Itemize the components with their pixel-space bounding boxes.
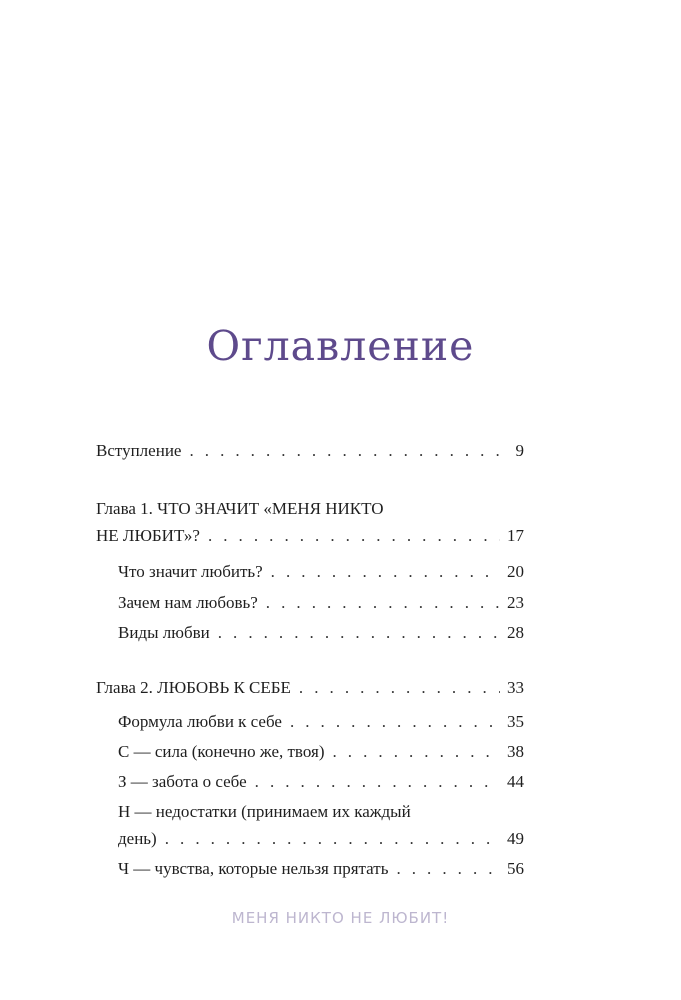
toc-page-number: 49 (507, 829, 524, 848)
toc-chapter1-title-line1[interactable]: Глава 1. ЧТО ЗНАЧИТ «МЕНЯ НИКТО (96, 499, 384, 518)
toc-leader-dots (396, 859, 500, 879)
toc-leader-dots (266, 593, 500, 613)
toc-page-number: 33 (507, 678, 524, 697)
toc-entry-self-care[interactable] (118, 772, 524, 792)
toc-entry-label: Вступление (96, 441, 182, 460)
toc-entry-label: Глава 2. ЛЮБОВЬ К СЕБЕ (96, 678, 291, 697)
toc-page-number: 28 (507, 623, 524, 642)
toc-entry-label: день) (118, 829, 157, 848)
toc-page-number: 20 (507, 562, 524, 581)
toc-entry-feelings[interactable] (118, 859, 524, 879)
toc-leader-dots (271, 562, 500, 582)
toc-leader-dots (333, 742, 501, 762)
toc-leader-dots (165, 829, 500, 849)
toc-entry-flaws[interactable] (118, 829, 524, 849)
toc-leader-dots (290, 712, 500, 732)
toc-entry-intro[interactable] (96, 441, 524, 461)
toc-entry-label: Ч — чувства, которые нельзя прятать (118, 859, 389, 878)
toc-page-number: 44 (507, 772, 524, 791)
toc-page-number: 9 (515, 441, 524, 460)
toc-entry-strength[interactable] (118, 742, 524, 762)
toc-entry-kinds-of-love[interactable] (118, 623, 524, 643)
toc-flaws-title-line1[interactable]: Н — недостатки (принимаем их каждый (118, 802, 411, 821)
toc-leader-dots (218, 623, 500, 643)
toc-entry-chapter1[interactable] (96, 526, 524, 546)
toc-entry-what-is-love[interactable] (118, 562, 524, 582)
toc-page-number: 23 (507, 593, 524, 612)
toc-entry-label: З — забота о себе (118, 772, 247, 791)
toc-entry-label: Формула любви к себе (118, 712, 282, 731)
toc-entry-label: С — сила (конечно же, твоя) (118, 742, 325, 761)
toc-page-number: 56 (507, 859, 524, 878)
toc-entry-chapter2[interactable] (96, 678, 524, 698)
toc-leader-dots (299, 678, 500, 698)
toc-page-number: 38 (507, 742, 524, 761)
toc-leader-dots (189, 441, 500, 461)
page-title: Оглавление (206, 322, 475, 370)
toc-entry-why-love[interactable] (118, 593, 524, 613)
toc-entry-label: НЕ ЛЮБИТ»? (96, 526, 200, 545)
toc-entry-label: Что значит любить? (118, 562, 263, 581)
toc-entry-label: Зачем нам любовь? (118, 593, 258, 612)
toc-entry-self-love-formula[interactable] (118, 712, 524, 732)
toc-leader-dots (208, 526, 500, 546)
toc-page-number: 17 (507, 526, 524, 545)
toc-entry-label: Виды любви (118, 623, 210, 642)
toc-leader-dots (255, 772, 500, 792)
toc-page-number: 35 (507, 712, 524, 731)
running-footer: МЕНЯ НИКТО НЕ ЛЮБИТ! (231, 909, 450, 927)
